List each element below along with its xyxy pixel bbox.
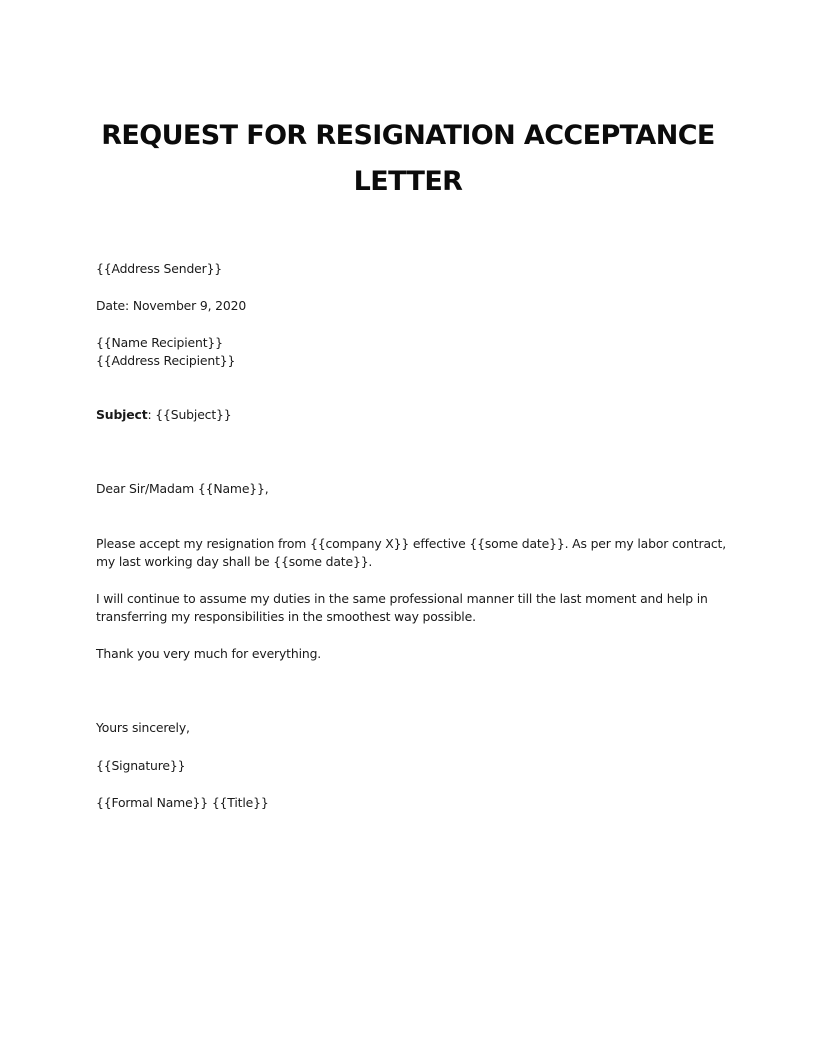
date-line: Date: November 9, 2020 — [96, 298, 247, 313]
body-paragraph-2: I will continue to assume my duties in the same professional manner till the last moment and help in transferring my responsibilities in the smoothest way possible. — [96, 591, 708, 624]
subject-value: : {{Subject}} — [147, 407, 232, 422]
letter-title: REQUEST FOR RESIGNATION ACCEPTANCE LETTER — [101, 120, 715, 197]
formal-name-title: {{Formal Name}} {{Title}} — [96, 795, 269, 810]
salutation: Dear Sir/Madam {{Name}}, — [96, 481, 269, 496]
body-paragraph-1: Please accept my resignation from {{company X}} effective {{some date}}. As per my labor contract, my last working day shall be {{some date}}. — [96, 536, 727, 569]
body-paragraph-3: Thank you very much for everything. — [96, 646, 322, 661]
subject-label: Subject — [96, 407, 148, 422]
signature-placeholder: {{Signature}} — [96, 758, 186, 773]
subject-line — [96, 406, 736, 424]
name-recipient: {{Name Recipient}} — [96, 335, 223, 350]
closing: Yours sincerely, — [96, 720, 190, 735]
address-sender: {{Address Sender}} — [96, 261, 223, 276]
address-recipient: {{Address Recipient}} — [96, 353, 236, 368]
